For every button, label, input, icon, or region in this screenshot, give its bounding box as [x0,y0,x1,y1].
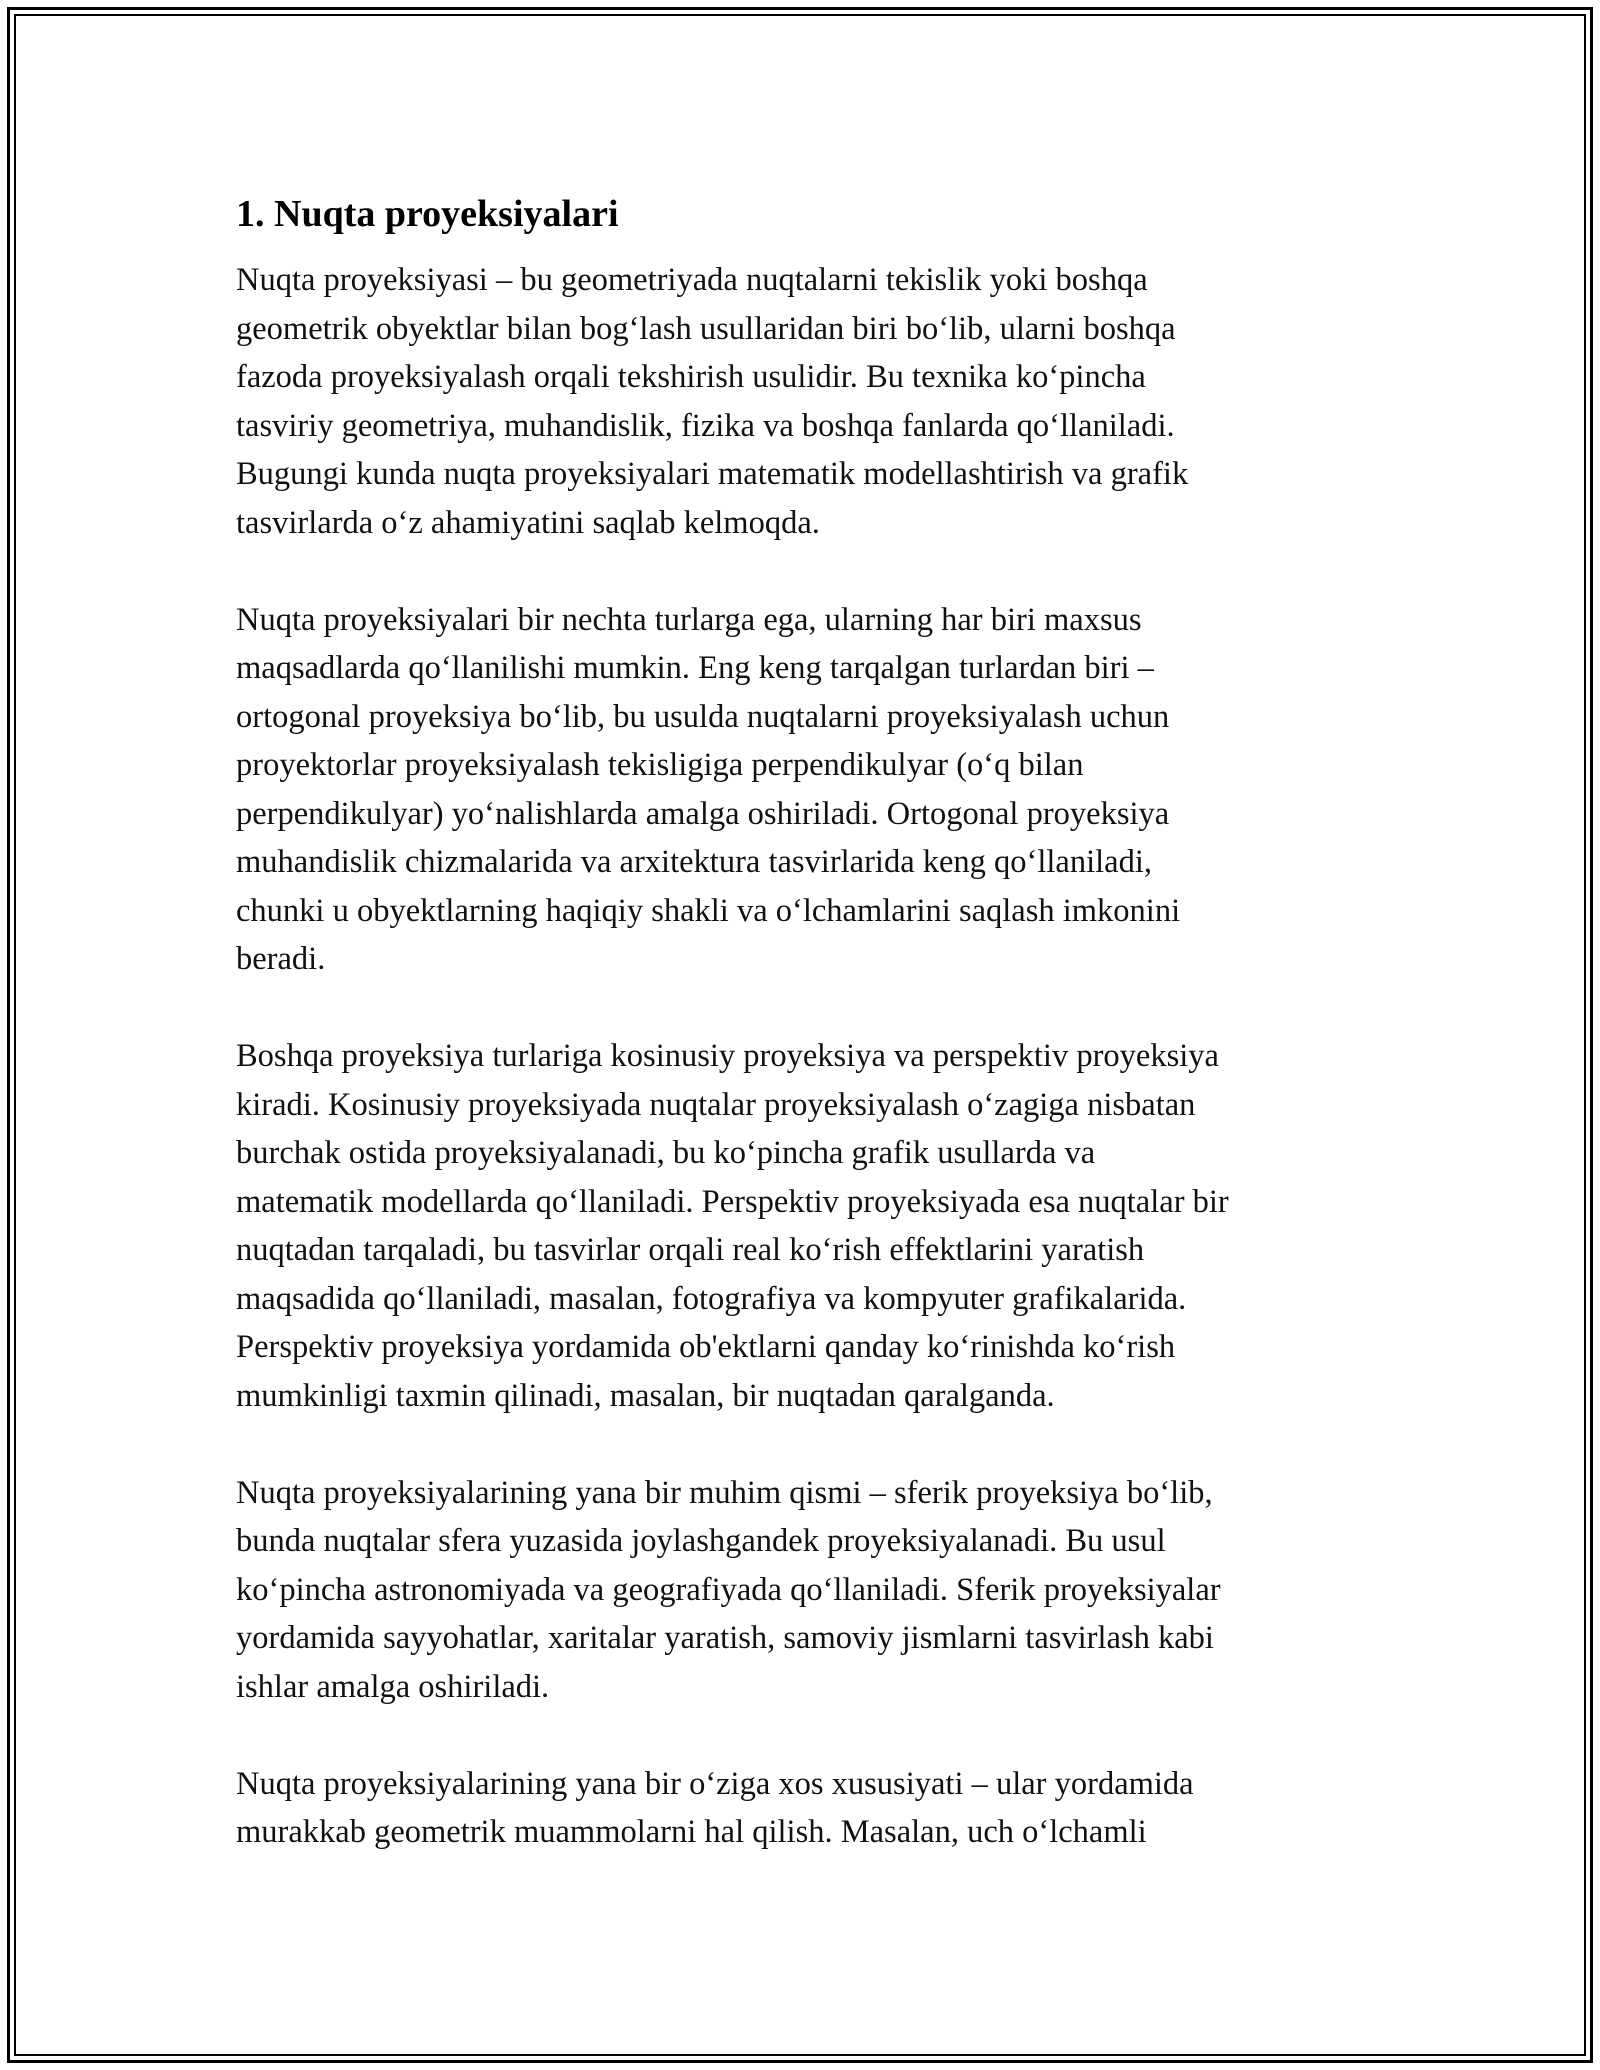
paragraph-line: Nuqta proyeksiyasi – bu geometriyada nuqtalarni tekislik yoki boshqa [236,262,1148,298]
paragraph-3 [236,1032,1366,1420]
paragraph-line: Nuqta proyeksiyalarining yana bir muhim qismi – sferik proyeksiya bo‘lib, [236,1474,1213,1511]
paragraph-line: ishlar amalga oshiriladi. [236,1668,550,1705]
paragraph-line: Nuqta proyeksiyalarining yana bir o‘ziga xos xususiyati – ular yordamida [236,1765,1194,1802]
document-body [236,186,1366,1905]
paragraph-5 [236,1760,1366,1857]
paragraph-line: tasviriy geometriya, muhandislik, fizika va boshqa fanlarda qo‘llaniladi. [236,407,1175,444]
paragraph-line: geometrik obyektlar bilan bog‘lash usullaridan biri bo‘lib, ularni boshqa [236,310,1176,347]
paragraph-line: muhandislik chizmalarida va arxitektura tasvirlarida keng qo‘llaniladi, [236,844,1152,880]
paragraph-line: ko‘pincha astronomiyada va geografiyada qo‘llaniladi. Sferik proyeksiyalar [236,1571,1221,1608]
paragraph-line: mumkinligi taxmin qilinadi, masalan, bir nuqtadan qaralganda. [236,1377,1055,1414]
paragraph-line: tasvirlarda o‘z ahamiyatini saqlab kelmoqda. [236,504,820,541]
paragraph-line: proyektorlar proyeksiyalash tekisligiga perpendikulyar (o‘q bilan [236,747,1084,783]
paragraph-line: murakkab geometrik muammolarni hal qilish. Masalan, uch o‘lchamli [236,1814,1147,1850]
paragraph-line: Nuqta proyeksiyalari bir nechta turlarga ega, ularning har biri maxsus [236,601,1142,638]
paragraph-line: yordamida sayyohatlar, xaritalar yaratish, samoviy jismlarni tasvirlash kabi [236,1620,1214,1656]
paragraph-line: perpendikulyar) yo‘nalishlarda amalga oshiriladi. Ortogonal proyeksiya [236,795,1170,832]
paragraph-line: nuqtadan tarqaladi, bu tasvirlar orqali real ko‘rish effektlarini yaratish [236,1232,1145,1268]
section-heading: 1. Nuqta proyeksiyalari [236,193,619,235]
paragraph-line: matematik modellarda qo‘llaniladi. Perspektiv proyeksiyada esa nuqtalar bir [236,1183,1229,1220]
paragraph-line: chunki u obyektlarning haqiqiy shakli va o‘lchamlarini saqlash imkonini [236,892,1181,929]
paragraph-line: Bugungi kunda nuqta proyeksiyalari matematik modellashtirish va grafik [236,456,1189,492]
paragraph-2 [236,596,1366,984]
paragraph-line: beradi. [236,941,326,977]
paragraph-4 [236,1469,1366,1712]
paragraph-line: Perspektiv proyeksiya yordamida ob'ektlarni qanday ko‘rinishda ko‘rish [236,1329,1176,1365]
paragraph-line: Boshqa proyeksiya turlariga kosinusiy proyeksiya va perspektiv proyeksiya [236,1038,1219,1074]
paragraph-1 [236,256,1366,547]
paragraph-line: fazoda proyeksiyalash orqali tekshirish usulidir. Bu texnika ko‘pincha [236,359,1146,395]
paragraph-line: burchak ostida proyeksiyalanadi, bu ko‘pincha grafik usullarda va [236,1135,1096,1171]
paragraph-line: ortogonal proyeksiya bo‘lib, bu usulda nuqtalarni proyeksiyalash uchun [236,698,1170,735]
paragraph-line: maqsadida qo‘llaniladi, masalan, fotografiya va kompyuter grafikalarida. [236,1280,1187,1317]
paragraph-line: maqsadlarda qo‘llanilishi mumkin. Eng keng tarqalgan turlardan biri – [236,650,1154,686]
paragraph-line: bunda nuqtalar sfera yuzasida joylashgandek proyeksiyalanadi. Bu usul [236,1523,1166,1559]
paragraph-line: kiradi. Kosinusiy proyeksiyada nuqtalar proyeksiyalash o‘zagiga nisbatan [236,1086,1196,1123]
